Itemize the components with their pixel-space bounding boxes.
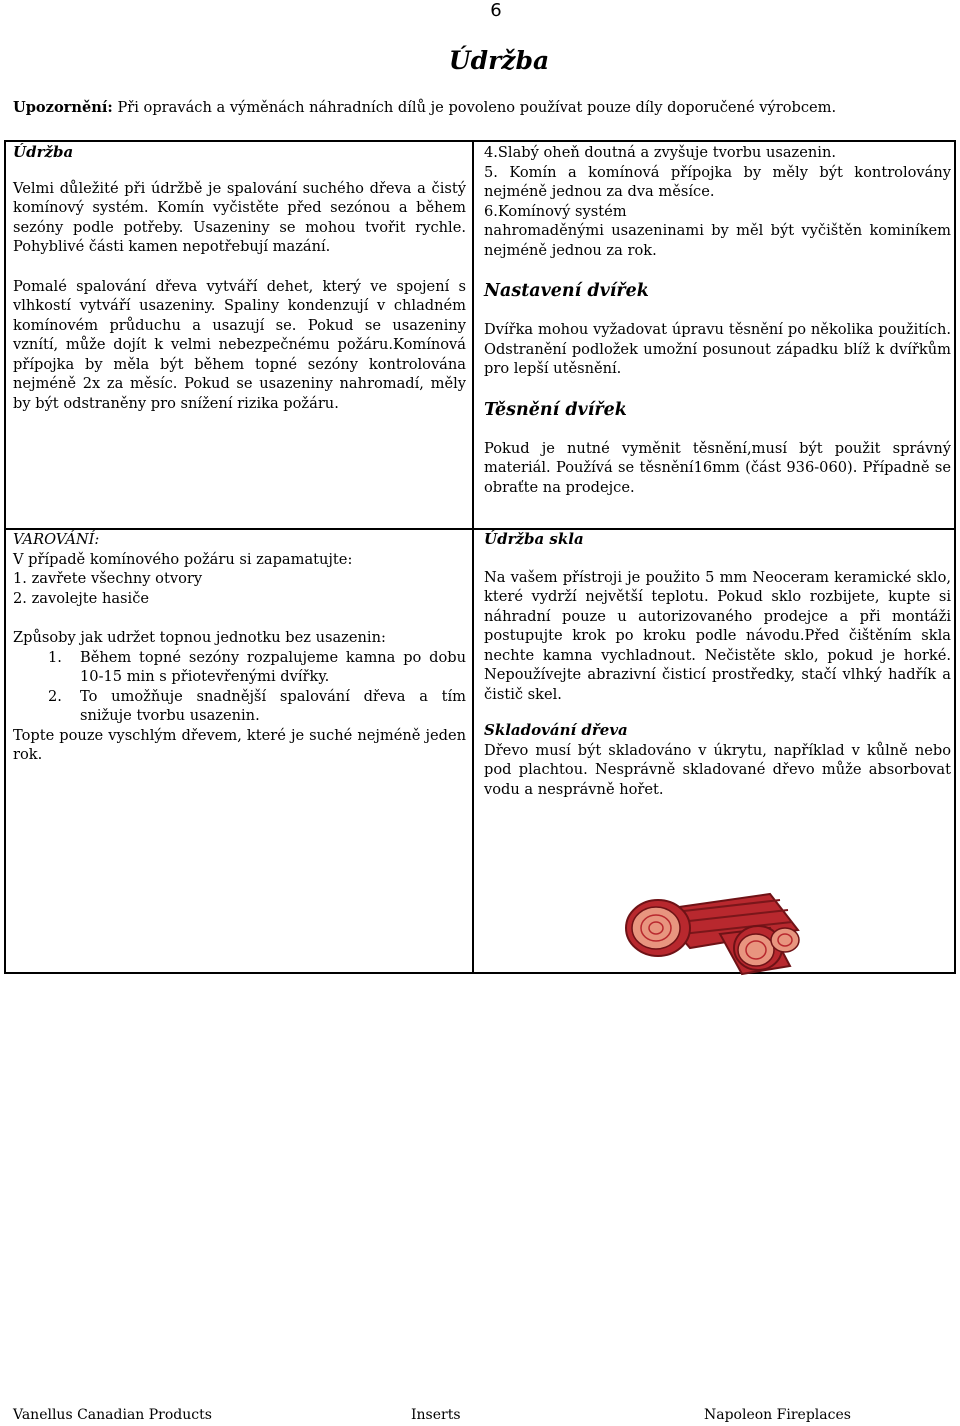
- door-adjust-text: Dvířka mohou vyžadovat úpravu těsnění po několika použitích. Odstranění podložek umožní posunout západku blíž k dvířkům pro lepší utěsnění.: [484, 321, 951, 377]
- storage-text: Dřevo musí být skladováno v úkrytu, například v kůlně nebo pod plachtou. Nesprávně skladované dřevo může absorbovat vodu a nesprávně hořet.: [484, 741, 951, 798]
- list-item: [13, 687, 466, 726]
- footer-right: Napoleon Fireplaces: [704, 1407, 851, 1423]
- list-item: [13, 648, 466, 687]
- warning-step-2: 2. zavolejte hasiče: [13, 589, 150, 607]
- door-seal-heading: Těsnění dvířek: [484, 399, 627, 420]
- spacer: [484, 260, 951, 280]
- grid-vertical-divider: [472, 142, 474, 972]
- list-item-number: 2.: [48, 687, 62, 705]
- spacer: [13, 163, 466, 179]
- chimney-item-5: 5. Komín a komínová přípojka by měly být kontrolovány nejméně jednou za dva měsíce.: [484, 163, 951, 200]
- spacer: [13, 257, 466, 277]
- list-item-text: To umožňuje snadnější spalování dřeva a tím snižuje tvorbu usazenin.: [80, 687, 466, 724]
- storage-heading: Skladování dřeva: [484, 721, 628, 739]
- notice-label: Upozornění:: [13, 99, 113, 116]
- spacer: [484, 379, 951, 399]
- notice-text: Při opravách a výměnách náhradních dílů je povoleno používat pouze díly doporučené výrobcem.: [112, 99, 837, 116]
- spacer: [484, 704, 951, 721]
- warning-intro: V případě komínového požáru si zapamatujte:: [13, 550, 353, 568]
- maintenance-paragraph-1: Velmi důležité při údržbě je spalování suchého dřeva a čistý komínový systém. Komín vyčistěte před sezónou a během sezóny podle potřeby. Usazeniny se mohou tvořit rychle. Pohyblivé části kamen nepotřebují mazání.: [13, 179, 466, 255]
- footer-left: Vanellus Canadian Products: [13, 1407, 212, 1423]
- ways-intro: Způsoby jak udržet topnou jednotku bez usazenin:: [13, 629, 386, 646]
- maintenance-heading: Údržba: [13, 143, 74, 161]
- door-seal-text: Pokud je nutné vyměnit těsnění,musí být použit správný materiál. Používá se těsnění16mm (část 936-060). Případně se obraťte na prodejce.: [484, 439, 951, 496]
- spacer: [484, 302, 951, 320]
- page-number: 6: [490, 0, 502, 21]
- list-item-text: Během topné sezóny rozpalujeme kamna po dobu 10-15 min s přiotevřenými dvířky.: [80, 648, 466, 685]
- warning-step-1: 1. zavřete všechny otvory: [13, 570, 203, 587]
- glass-heading: Údržba skla: [484, 530, 584, 548]
- chimney-and-door-section: [484, 143, 951, 497]
- glass-and-storage-section: [484, 530, 951, 799]
- chimney-item-6-cont: nahromaděnými usazeninami by měl být vyčištěn kominíkem nejméně jednou za rok.: [484, 222, 951, 259]
- spacer: [484, 550, 951, 568]
- page-title: Údržba: [448, 46, 550, 75]
- warning-closing: Topte pouze vyschlým dřevem, které je suché nejméně jeden rok.: [13, 726, 466, 763]
- footer-center: Inserts: [411, 1407, 461, 1423]
- list-item-number: 1.: [48, 648, 62, 666]
- ways-list: [13, 648, 466, 726]
- maintenance-paragraph-2: Pomalé spalování dřeva vytváří dehet, který ve spojení s vlhkostí vytváří usazeniny. Spaliny kondenzují v chladném komínovém průduchu a usazují se. Pokud se usazeniny vznítí, může dojít k velmi nebezpečnému požáru.Komínová přípojka by měla být během topné sezóny kontrolována nejméně 2x za měsíc. Pokud se usazeniny nahromadí, měly by být odstraněny pro snížení rizika požáru.: [13, 277, 466, 412]
- spacer: [13, 608, 466, 628]
- firewood-logs-icon: [620, 882, 805, 977]
- chimney-item-4: 4.Slabý oheň doutná a zvyšuje tvorbu usazenin.: [484, 144, 836, 161]
- maintenance-section: [13, 143, 466, 413]
- manufacturer-notice: [13, 98, 953, 118]
- warning-heading: VAROVÁNÍ:: [13, 531, 100, 548]
- chimney-item-6: 6.Komínový systém: [484, 202, 627, 220]
- warning-section: [13, 530, 466, 765]
- spacer: [484, 421, 951, 439]
- door-adjust-heading: Nastavení dvířek: [484, 281, 649, 301]
- glass-text: Na vašem přístroji je použito 5 mm Neoceram keramické sklo, které vydrží největší teplotu. Pokud sklo rozbijete, kupte si náhradní pouze u autorizovaného prodejce a při montáži postupujte krok po kroku podle návodu.Před čištěním skla nechte kamna vychladnout. Nečistěte sklo, pokud je horké. Nepoužívejte abrazivní čisticí prostředky, stačí vlhký hadřík a čistič skel.: [484, 568, 951, 703]
